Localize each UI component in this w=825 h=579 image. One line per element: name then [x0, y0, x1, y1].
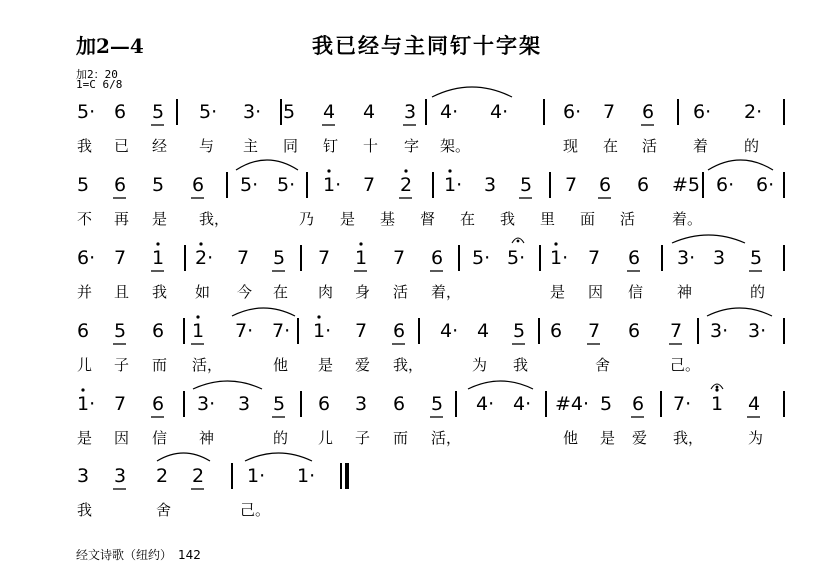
- key-signature: 1=C 6/8: [76, 78, 123, 91]
- lyric-syllable: 乃: [299, 210, 315, 228]
- note: 2: [192, 465, 205, 487]
- note: 7: [393, 247, 406, 269]
- note: 6: [393, 393, 406, 415]
- note: 5: [520, 174, 533, 196]
- octave-dot: [404, 169, 407, 172]
- note: 3·: [243, 101, 262, 123]
- bar-line: [538, 318, 540, 344]
- octave-dot: [156, 242, 159, 245]
- lyric-syllable: 再: [114, 210, 130, 228]
- note: 5: [114, 320, 127, 342]
- note: 7: [237, 247, 250, 269]
- lyric-syllable: 在: [273, 283, 289, 301]
- note: 6: [192, 174, 205, 196]
- lyric-syllable: 基: [380, 210, 396, 228]
- lyric-syllable: 与: [199, 137, 215, 155]
- lyric-syllable: 信: [628, 283, 644, 301]
- note: 3·: [677, 247, 696, 269]
- note: 5·: [199, 101, 218, 123]
- lyric-syllable: 我: [77, 501, 93, 519]
- lyric-syllable: 我: [77, 137, 93, 155]
- note: 7: [603, 101, 616, 123]
- lyric-syllable: 活，: [431, 429, 462, 447]
- bar-line: [280, 99, 282, 125]
- final-bar-thin: [340, 463, 342, 489]
- note: 7·: [235, 320, 254, 342]
- lyric-syllable: 的: [750, 283, 766, 301]
- score-line: [0, 174, 825, 234]
- note: 5: [77, 174, 90, 196]
- slur-arc: [432, 87, 512, 97]
- score-line: [0, 465, 825, 525]
- lyric-syllable: 己。: [670, 356, 701, 374]
- bar-line: [306, 172, 308, 198]
- note: 1: [152, 247, 165, 269]
- lyric-syllable: 架。: [440, 137, 471, 155]
- note: 6: [628, 247, 641, 269]
- bar-line: [176, 99, 178, 125]
- note: 2·: [195, 247, 214, 269]
- lyric-syllable: 儿: [318, 429, 334, 447]
- lyric-syllable: 着。: [672, 210, 703, 228]
- fermata-icon: [711, 384, 723, 389]
- note: 1·: [550, 247, 569, 269]
- bar-line: [231, 463, 233, 489]
- note: 6·: [693, 101, 712, 123]
- note: 5·: [507, 247, 526, 269]
- footer-source-text: 经文诗歌（纽约）: [76, 548, 173, 562]
- lyric-syllable: 为: [748, 429, 764, 447]
- note: 3: [114, 465, 127, 487]
- note: 5: [273, 247, 286, 269]
- lyric-syllable: 面: [580, 210, 596, 228]
- bar-line: [297, 318, 299, 344]
- note: 2: [156, 465, 169, 487]
- bar-line: [661, 245, 663, 271]
- bar-line: [783, 245, 785, 271]
- note: 5·: [240, 174, 259, 196]
- lyric-syllable: 因: [114, 429, 130, 447]
- final-bar-thick: [345, 463, 349, 489]
- octave-dot: [448, 169, 451, 172]
- slur-arc: [707, 308, 772, 316]
- lyric-syllable: 我: [513, 356, 529, 374]
- note: 6·: [756, 174, 775, 196]
- song-title: 我已经与主同钉十字架: [312, 33, 542, 58]
- bar-line: [677, 99, 679, 125]
- lyric-syllable: 着: [693, 137, 709, 155]
- note: 6: [550, 320, 563, 342]
- note: 6: [431, 247, 444, 269]
- octave-dot: [196, 315, 199, 318]
- note: 1: [355, 247, 368, 269]
- note: 1·: [297, 465, 316, 487]
- lyric-syllable: 我: [152, 283, 168, 301]
- lyric-syllable: 身: [355, 283, 371, 301]
- lyric-syllable: 而: [393, 429, 409, 447]
- footer-source: [76, 546, 201, 563]
- note: 1: [711, 393, 724, 415]
- lyric-syllable: 的: [273, 429, 289, 447]
- slur-arc: [245, 453, 312, 461]
- note: 6: [642, 101, 655, 123]
- note: 4: [323, 101, 336, 123]
- lyric-syllable: 字: [404, 137, 420, 155]
- lyric-syllable: 在: [460, 210, 476, 228]
- bar-line: [783, 99, 785, 125]
- scripture-ref: 加2：20: [76, 68, 118, 81]
- note: 7: [588, 247, 601, 269]
- lyric-syllable: 他: [273, 356, 289, 374]
- note: 2: [400, 174, 413, 196]
- note: 7: [318, 247, 331, 269]
- note: 5: [152, 101, 165, 123]
- note: 7·: [272, 320, 291, 342]
- bar-line: [539, 245, 541, 271]
- note: 3: [404, 101, 417, 123]
- lyric-syllable: 现: [563, 137, 579, 155]
- note: 6: [599, 174, 612, 196]
- bar-line: [425, 99, 427, 125]
- lyric-syllable: 我，: [393, 356, 424, 374]
- lyric-syllable: 同: [283, 137, 299, 155]
- lyric-syllable: 爱: [355, 356, 371, 374]
- lyric-syllable: 子: [355, 429, 371, 447]
- lyric-syllable: 经: [152, 137, 168, 155]
- bar-line: [660, 391, 662, 417]
- note: 6: [77, 320, 90, 342]
- lyric-syllable: 爱: [632, 429, 648, 447]
- octave-dot: [317, 315, 320, 318]
- lyric-syllable: 主: [243, 137, 259, 155]
- note: 5: [152, 174, 165, 196]
- note: 1·: [313, 320, 332, 342]
- octave-dot: [327, 169, 330, 172]
- score-line: [0, 247, 825, 307]
- lyric-syllable: 督: [420, 210, 436, 228]
- bar-line: [545, 391, 547, 417]
- slur-arc: [672, 235, 745, 243]
- note: 5: [431, 393, 444, 415]
- bar-line: [783, 391, 785, 417]
- lyric-syllable: 己。: [240, 501, 271, 519]
- note: #5: [672, 174, 701, 196]
- note: 6: [152, 393, 165, 415]
- lyric-syllable: 活，: [192, 356, 223, 374]
- octave-dot: [715, 388, 718, 391]
- lyric-syllable: 不: [77, 210, 93, 228]
- note: 6: [632, 393, 645, 415]
- bar-line: [432, 172, 434, 198]
- slur-arc: [232, 308, 295, 316]
- bar-line: [183, 391, 185, 417]
- bar-line: [300, 391, 302, 417]
- note: 7: [114, 247, 127, 269]
- note: 5·: [77, 101, 96, 123]
- lyric-syllable: 神: [199, 429, 215, 447]
- score-line: [0, 101, 825, 161]
- bar-line: [543, 99, 545, 125]
- note: 3·: [197, 393, 216, 415]
- lyric-syllable: 为: [472, 356, 488, 374]
- fermata-icon: [512, 238, 524, 243]
- score-code: 加2—4: [76, 34, 144, 58]
- lyric-syllable: 信: [152, 429, 168, 447]
- lyric-syllable: 我: [500, 210, 516, 228]
- lyric-syllable: 活: [393, 283, 409, 301]
- note: 6: [318, 393, 331, 415]
- note: 1·: [77, 393, 96, 415]
- note: 4: [748, 393, 761, 415]
- lyric-syllable: 在: [603, 137, 619, 155]
- lyric-syllable: 并: [77, 283, 93, 301]
- lyric-syllable: 是: [152, 210, 168, 228]
- lyric-syllable: 活: [642, 137, 658, 155]
- note: 4·: [440, 101, 459, 123]
- note: 6·: [716, 174, 735, 196]
- note: 1: [192, 320, 205, 342]
- note: 7: [565, 174, 578, 196]
- note: 5: [513, 320, 526, 342]
- note: 4: [363, 101, 376, 123]
- bar-line: [458, 245, 460, 271]
- note: 7: [114, 393, 127, 415]
- bar-line: [418, 318, 420, 344]
- bar-line: [702, 172, 704, 198]
- note: 3: [484, 174, 497, 196]
- bar-line: [300, 245, 302, 271]
- note: 4·: [440, 320, 459, 342]
- lyric-syllable: 钉: [323, 137, 339, 155]
- octave-dot: [359, 242, 362, 245]
- lyric-syllable: 是: [600, 429, 616, 447]
- lyric-syllable: 因: [588, 283, 604, 301]
- note: 5: [750, 247, 763, 269]
- bar-line: [697, 318, 699, 344]
- lyric-syllable: 而: [152, 356, 168, 374]
- note: #4·: [555, 393, 590, 415]
- note: 6: [152, 320, 165, 342]
- bar-line: [184, 245, 186, 271]
- slur-arc: [157, 453, 210, 461]
- lyric-syllable: 已: [114, 137, 130, 155]
- score-line: [0, 320, 825, 380]
- note: 6·: [563, 101, 582, 123]
- note: 4·: [490, 101, 509, 123]
- slur-arc: [468, 381, 533, 389]
- note: 3: [77, 465, 90, 487]
- bar-line: [783, 318, 785, 344]
- lyric-syllable: 且: [114, 283, 130, 301]
- lyric-syllable: 是: [340, 210, 356, 228]
- octave-dot: [199, 242, 202, 245]
- lyric-syllable: 他: [563, 429, 579, 447]
- slur-arc: [708, 160, 773, 170]
- note: 6: [114, 101, 127, 123]
- lyric-syllable: 神: [677, 283, 693, 301]
- lyric-syllable: 活: [620, 210, 636, 228]
- slur-arc: [193, 381, 262, 389]
- note: 3: [238, 393, 251, 415]
- lyric-syllable: 是: [550, 283, 566, 301]
- note: 3: [713, 247, 726, 269]
- lyric-syllable: 儿: [77, 356, 93, 374]
- note: 7: [670, 320, 683, 342]
- note: 3·: [748, 320, 767, 342]
- lyric-syllable: 今: [237, 283, 253, 301]
- note: 5·: [472, 247, 491, 269]
- bar-line: [183, 318, 185, 344]
- note: 3·: [710, 320, 729, 342]
- lyric-syllable: 的: [744, 137, 760, 155]
- note: 6: [637, 174, 650, 196]
- note: 7: [588, 320, 601, 342]
- note: 5·: [277, 174, 296, 196]
- lyric-syllable: 子: [114, 356, 130, 374]
- note: 4: [477, 320, 490, 342]
- bar-line: [549, 172, 551, 198]
- bar-line: [226, 172, 228, 198]
- note: 5: [600, 393, 613, 415]
- note: 6: [114, 174, 127, 196]
- note: 7·: [673, 393, 692, 415]
- note: 3: [355, 393, 368, 415]
- note: 5: [273, 393, 286, 415]
- lyric-syllable: 我，: [199, 210, 230, 228]
- slur-arc: [236, 160, 298, 170]
- lyric-syllable: 里: [540, 210, 556, 228]
- note: 6: [628, 320, 641, 342]
- note: 6·: [77, 247, 96, 269]
- note: 1·: [247, 465, 266, 487]
- octave-dot: [554, 242, 557, 245]
- note: 1·: [444, 174, 463, 196]
- lyric-syllable: 我，: [673, 429, 704, 447]
- footer-page: 142: [178, 548, 201, 562]
- note: 7: [355, 320, 368, 342]
- note: 1·: [323, 174, 342, 196]
- note: 2·: [744, 101, 763, 123]
- bar-line: [455, 391, 457, 417]
- note: 5: [283, 101, 296, 123]
- lyric-syllable: 舍: [595, 356, 611, 374]
- lyric-syllable: 如: [195, 283, 211, 301]
- lyric-syllable: 着，: [431, 283, 462, 301]
- lyric-syllable: 肉: [318, 283, 334, 301]
- score-line: [0, 393, 825, 453]
- note: 4·: [513, 393, 532, 415]
- lyric-syllable: 十: [363, 137, 379, 155]
- lyric-syllable: 舍: [156, 501, 172, 519]
- note: 6: [393, 320, 406, 342]
- lyric-syllable: 是: [318, 356, 334, 374]
- note: 4·: [476, 393, 495, 415]
- octave-dot: [81, 388, 84, 391]
- note: 7: [363, 174, 376, 196]
- lyric-syllable: 是: [77, 429, 93, 447]
- bar-line: [783, 172, 785, 198]
